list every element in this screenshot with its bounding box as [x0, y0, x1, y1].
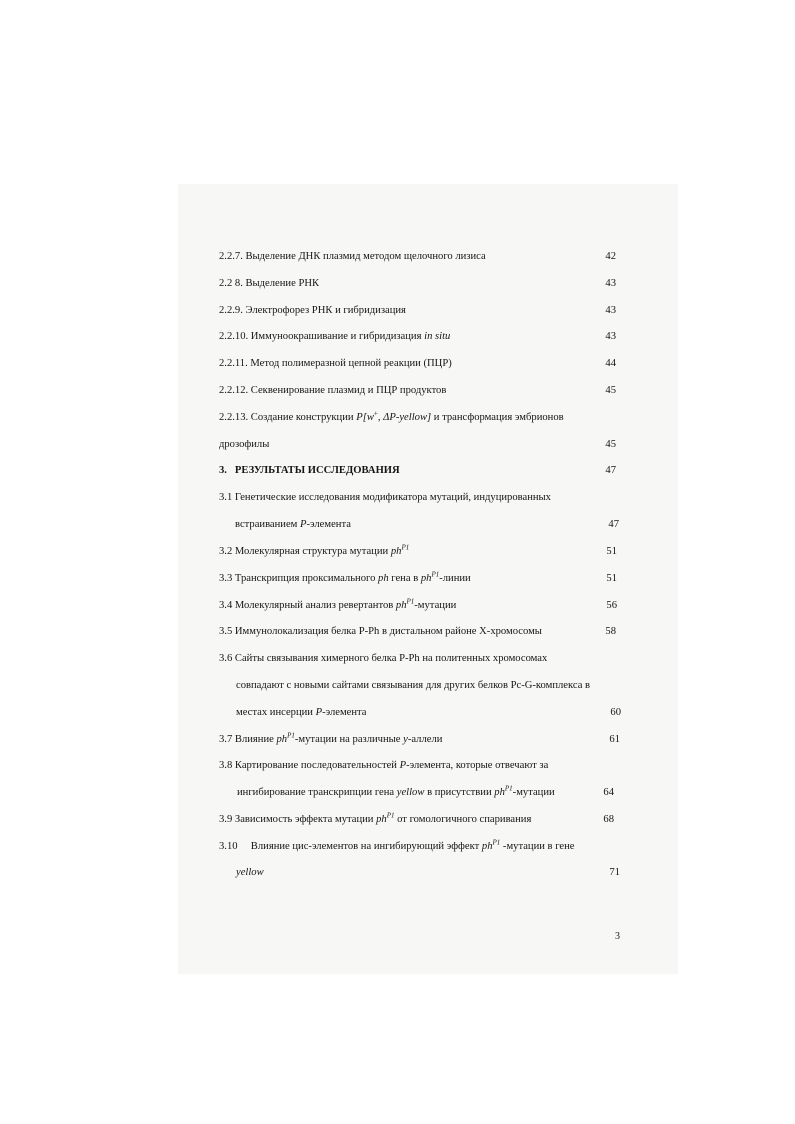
toc-entry-continuation: yellow	[236, 867, 264, 878]
toc-page: 61	[609, 734, 620, 745]
toc-entry-continuation: дрозофилы	[219, 439, 270, 450]
toc-entry-2-2-9: 2.2.9. Электрофорез РНК и гибридизация	[219, 305, 406, 316]
toc-page: 51	[606, 546, 617, 557]
toc-entry-3-4: 3.4 Молекулярный анализ ревертантов $ph^{P1}$-мутации	[219, 597, 457, 611]
toc-entry-3-7: 3.7 Влияние $ph^{P1}$-мутации на различные у-аллели	[219, 731, 443, 745]
toc-page: 56	[606, 600, 617, 611]
toc-entry-continuation: совпадают с новыми сайтами связывания для других белков Pc-G-комплекса в	[236, 680, 591, 691]
toc-page: 45	[605, 385, 616, 396]
toc-page: 45	[605, 439, 616, 450]
toc-entry-continuation: ингибирование транскрипции гена yellow в присутствии $ph^{P1}$-мутации	[237, 784, 555, 798]
toc-page: 71	[609, 867, 620, 878]
toc-page: 44	[605, 358, 616, 369]
toc-entry-continuation: встраиванием Р-элемента	[235, 519, 351, 530]
toc-entry-2-2-11: 2.2.11. Метод полимеразной цепной реакции (ПЦР)	[219, 358, 452, 369]
toc-entry-2-2-13: 2.2.13. Создание конструкции P[w+, ΔP-yellow] и трансформация эмбрионов	[219, 409, 564, 423]
toc-entry-3-2: 3.2 Молекулярная структура мутации $ph^{P1}$	[219, 543, 410, 557]
toc-entry-2-2-12: 2.2.12. Секвенирование плазмид и ПЦР продуктов	[219, 385, 447, 396]
toc-entry-3-3: 3.3 Транскрипция проксимального ph гена в $ph^{P1}$-линии	[219, 570, 471, 584]
toc-page: 47	[605, 465, 616, 476]
toc-entry-2-2-10: 2.2.10. Иммуноокрашивание и гибридизация in situ	[219, 331, 451, 342]
toc-page: 43	[605, 331, 616, 342]
toc-page: 60	[610, 707, 621, 718]
toc-page: 42	[605, 251, 616, 262]
toc-page: 58	[605, 626, 616, 637]
toc-chapter-3: 3. РЕЗУЛЬТАТЫ ИССЛЕДОВАНИЯ	[219, 465, 400, 476]
toc-page: 51	[606, 573, 617, 584]
toc-page: 68	[603, 814, 614, 825]
toc-entry-3-5: 3.5 Иммунолокализация белка P-Ph в дистальном районе Х-хромосомы	[219, 626, 542, 637]
toc-entry-3-6: 3.6 Сайты связывания химерного белка P-Ph на политенных хромосомах	[219, 653, 548, 664]
toc-page: 43	[605, 305, 616, 316]
toc-page: 64	[603, 787, 614, 798]
toc-entry-3-1: 3.1 Генетические исследования модификатора мутаций, индуцированных	[219, 492, 551, 503]
toc-entry-3-9: 3.9 Зависимость эффекта мутации $ph^{P1}$ от гомологичного спаривания	[219, 811, 532, 825]
page-number: 3	[615, 931, 620, 942]
toc-entry-2-2-8: 2.2 8. Выделение РНК	[219, 278, 320, 289]
toc-entry-2-2-7: 2.2.7. Выделение ДНК плазмид методом щелочного лизиса	[219, 251, 486, 262]
toc-entry-continuation: местах инсерции Р-элемента	[236, 707, 367, 718]
toc-entry-3-8: 3.8 Картирование последовательностей Р-элемента, которые отвечают за	[219, 760, 549, 771]
toc-page: 47	[608, 519, 619, 530]
toc-entry-3-10: 3.10 Влияние цис-элементов на ингибирующий эффект $ph^{P1}$ -мутации в гене	[219, 838, 575, 852]
toc-page: 43	[605, 278, 616, 289]
